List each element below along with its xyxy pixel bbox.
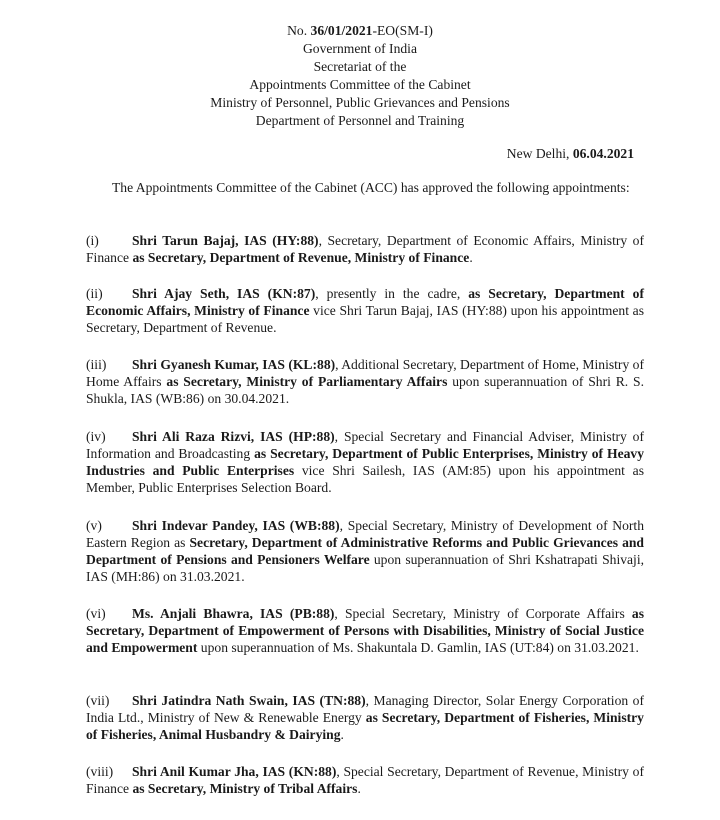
- body-text: , Special Secretary and Financial Adviser, Ministry of Information and Broadcasting: [86, 429, 644, 461]
- item-number: (viii): [86, 764, 114, 779]
- body-text: .: [340, 727, 344, 742]
- emphasis-text: Shri Anil Kumar Jha, IAS (KN:88): [132, 764, 337, 779]
- appointment-item: [86, 356, 644, 407]
- intro-paragraph: The Appointments Committee of the Cabinet (ACC) has approved the following appointments:: [112, 180, 630, 195]
- body-text: , Special Secretary, Department of Revenue, Ministry of Finance: [86, 764, 644, 796]
- emphasis-text: Shri Indevar Pandey, IAS (WB:88): [132, 518, 340, 533]
- emphasis-text: as Secretary, Department of Empowerment of Persons with Disabilities, Ministry of Social Justice and Empowerment: [86, 606, 644, 655]
- body-text: , Additional Secretary, Department of Home, Ministry of Home Affairs: [86, 357, 644, 389]
- emphasis-text: as Secretary, Ministry of Parliamentary Affairs: [166, 374, 448, 389]
- emphasis-text: Ms. Anjali Bhawra, IAS (PB:88): [132, 606, 335, 621]
- header-line: Secretariat of the: [313, 59, 407, 74]
- order-number: No. 36/01/2021-EO(SM-I): [287, 23, 433, 38]
- item-number: (v): [86, 518, 102, 533]
- emphasis-text: Shri Ali Raza Rizvi, IAS (HP:88): [132, 429, 335, 444]
- item-number: (iii): [86, 357, 107, 372]
- body-text: upon superannuation of Shri R. S. Shukla, IAS (WB:86) on 30.04.2021.: [86, 374, 644, 406]
- appointment-item: [86, 517, 644, 585]
- header-line: Ministry of Personnel, Public Grievances and Pensions: [210, 95, 510, 110]
- emphasis-text: as Secretary, Department of Economic Affairs, Ministry of Finance: [86, 286, 644, 318]
- body-text: vice Shri Sailesh, IAS (AM:85) upon his appointment as Member, Public Enterprises Selection Board.: [86, 463, 644, 495]
- body-text: , Secretary, Department of Economic Affairs, Ministry of Finance: [86, 233, 644, 265]
- item-number: (i): [86, 233, 99, 248]
- emphasis-text: as Secretary, Department of Fisheries, Ministry of Fisheries, Animal Husbandry & Dairying: [86, 710, 644, 742]
- body-text: , presently in the cadre,: [315, 286, 469, 301]
- emphasis-text: Secretary, Department of Administrative Reforms and Public Grievances and Department of Pensions and Pensioners Welfare: [86, 535, 644, 567]
- appointment-item: [86, 428, 644, 496]
- body-text: upon superannuation of Ms. Shakuntala D. Gamlin, IAS (UT:84) on 31.03.2021.: [197, 640, 639, 655]
- emphasis-text: as Secretary, Department of Public Enterprises, Ministry of Heavy Industries and Public Enterprises: [86, 446, 644, 478]
- letterhead: [0, 22, 720, 130]
- emphasis-text: as Secretary, Department of Revenue, Ministry of Finance: [132, 250, 470, 265]
- emphasis-text: Shri Ajay Seth, IAS (KN:87): [132, 286, 316, 301]
- emphasis-text: Shri Tarun Bajaj, IAS (HY:88): [132, 233, 319, 248]
- appointment-item: [86, 285, 644, 336]
- body-text: .: [357, 781, 361, 796]
- body-text: vice Shri Tarun Bajaj, IAS (HY:88) upon his appointment as Secretary, Department of Revenue.: [86, 303, 644, 335]
- item-number: (ii): [86, 286, 103, 301]
- header-line: Department of Personnel and Training: [255, 113, 465, 128]
- appointment-item: [86, 232, 644, 266]
- body-text: , Special Secretary, Ministry of Development of North Eastern Region as: [86, 518, 644, 550]
- item-number: (iv): [86, 429, 106, 444]
- header-line: Government of India: [302, 41, 417, 56]
- appointment-item: [86, 763, 644, 797]
- appointment-item: [86, 605, 644, 656]
- body-text: , Special Secretary, Ministry of Corporate Affairs: [334, 606, 632, 621]
- emphasis-text: Shri Jatindra Nath Swain, IAS (TN:88): [132, 693, 366, 708]
- emphasis-text: as Secretary, Ministry of Tribal Affairs: [132, 781, 358, 796]
- date-line: New Delhi, 06.04.2021: [506, 146, 634, 161]
- body-text: upon superannuation of Shri Kshatrapati Shivaji, IAS (MH:86) on 31.03.2021.: [86, 552, 645, 584]
- appointment-item: [86, 692, 644, 743]
- header-line: Appointments Committee of the Cabinet: [249, 77, 471, 92]
- item-number: (vii): [86, 693, 110, 708]
- body-text: , Managing Director, Solar Energy Corporation of India Ltd., Ministry of New & Renewable Energy: [86, 693, 644, 725]
- item-number: (vi): [86, 606, 106, 621]
- emphasis-text: Shri Gyanesh Kumar, IAS (KL:88): [132, 357, 336, 372]
- body-text: .: [469, 250, 473, 265]
